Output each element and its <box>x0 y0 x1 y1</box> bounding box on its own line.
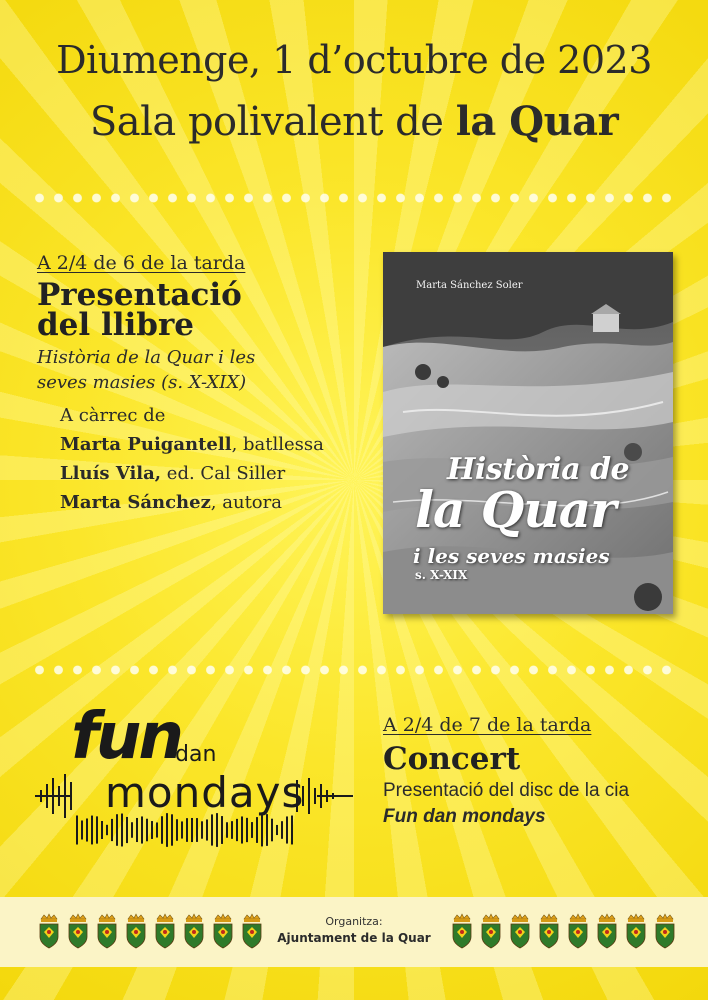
event-date: Diumenge, 1 d’octubre de 2023 <box>56 38 652 82</box>
logo-word-fun: fun <box>71 700 181 774</box>
organizer-name: Ajuntament de la Quar <box>277 931 431 945</box>
book-cover-title-line1: Història de <box>447 452 630 487</box>
event-venue <box>0 98 708 145</box>
book-cover-author: Marta Sánchez Soler <box>416 280 523 291</box>
concert-title: Concert <box>383 741 521 777</box>
credits-intro: A càrrec de <box>60 405 166 426</box>
credit-item <box>60 459 377 488</box>
book-presentation-section <box>37 252 377 517</box>
book-event-time: A 2/4 de 6 de la tarda <box>37 252 246 274</box>
venue-prefix: Sala polivalent de <box>89 99 456 145</box>
credit-name: Marta Puigantell <box>60 434 232 455</box>
concert-section <box>383 714 683 830</box>
concert-band-name: Fun dan mondays <box>383 806 546 827</box>
credit-name: Lluís Vila, <box>60 463 162 484</box>
book-cover-title-line2: la Quar <box>415 480 616 539</box>
book-event-title <box>37 277 377 343</box>
credit-name: Marta Sánchez <box>60 492 211 513</box>
credit-item <box>60 488 377 517</box>
organizer-label: Organitza: <box>325 915 383 928</box>
credit-item <box>60 430 377 459</box>
credit-role: , autora <box>210 492 282 513</box>
logo-word-dan: dan <box>175 742 217 767</box>
concert-description <box>383 778 683 830</box>
book-cover-subtitle: s. X-XIX <box>415 568 468 582</box>
concert-desc-line1: Presentació del disc de la cia <box>383 780 630 801</box>
book-event-title-line2: del llibre <box>37 307 195 343</box>
book-event-title-line1: Presentació <box>37 277 242 313</box>
book-name <box>37 345 377 395</box>
credits-list <box>60 401 377 517</box>
concert-time: A 2/4 de 7 de la tarda <box>383 714 592 736</box>
logo-word-mondays: mondays <box>105 768 305 817</box>
credit-role: , batllessa <box>231 434 324 455</box>
dotted-divider-top <box>30 191 678 205</box>
book-cover-image <box>383 252 673 614</box>
organizer-footer <box>0 897 708 967</box>
venue-name: la Quar <box>455 98 619 145</box>
book-name-line1: Història de la Quar i les <box>37 347 256 368</box>
band-logo <box>35 700 355 850</box>
book-name-line2: seves masies (s. X-XIX) <box>37 372 247 393</box>
credit-role: ed. Cal Siller <box>161 463 286 484</box>
book-cover-title-line3: i les seves masies <box>413 544 610 568</box>
dotted-divider-middle <box>30 663 678 677</box>
